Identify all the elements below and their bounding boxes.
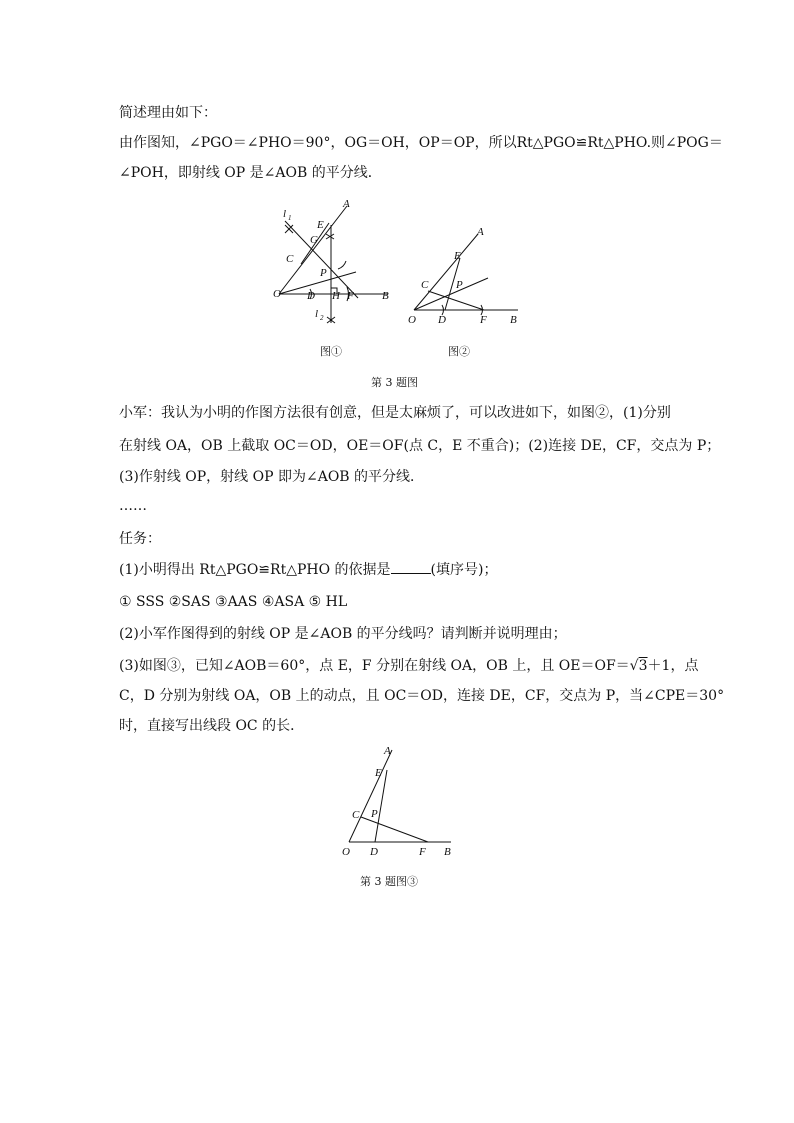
label-p-1: P [320,267,327,279]
label-c-2: C [421,279,429,291]
figure-3 [335,745,465,865]
label-l2-sub: 2 [320,314,324,322]
caption-figure-3: 第 3 题图③ [360,875,418,888]
label-c-1: C [286,253,294,265]
segment-de-3 [375,770,387,842]
text-line-4: 小军：我认为小明的作图方法很有创意，但是太麻烦了，可以改进如下，如图②，(1)分别 [119,405,671,421]
ray-oa-2 [414,234,478,310]
label-f-3: F [419,846,426,858]
line-l1 [285,221,358,298]
label-b-2: B [510,314,517,326]
text-line-3: ∠POH，即射线 OP 是∠AOB 的平分线． [119,165,382,181]
label-e-2: E [454,250,461,262]
label-a-2: A [477,226,484,238]
label-p-3: P [371,808,378,820]
label-d-1: D [307,290,315,302]
text-line-8: 任务： [119,531,161,547]
label-o-2: O [408,314,416,326]
label-f-1: F [347,290,354,302]
question-1-tail: (填序号)； [430,562,498,578]
sqrt-radicand: 3 [638,658,648,674]
label-g-1: G [310,234,318,246]
text-line-10: ① SSS ②SAS ③AAS ④ASA ⑤ HL [119,594,348,610]
caption-figure-2: 图② [448,345,470,358]
label-o-1: O [273,288,281,300]
label-b-1: B [382,290,389,302]
arc-p [338,261,346,269]
question-3-text: (3)如图③，已知∠AOB＝60°，点 E，F 分别在射线 OA，OB 上，且 OE＝OF＝√ [119,658,639,674]
segment-cf-3 [361,817,428,842]
label-d-2: D [438,314,446,326]
label-f-2: F [480,314,487,326]
text-line-1: 简述理由如下： [119,105,217,121]
text-line-5: 在射线 OA，OB 上截取 OC＝OD，OE＝OF(点 C，E 不重合)；(2)连接 DE，CF，交点为 P； [119,438,721,454]
label-h-1: H [332,290,340,302]
caption-figure-group: 第 3 题图 [371,376,418,389]
label-l1: l [283,208,287,220]
label-c-3: C [352,809,360,821]
text-line-14: 时，直接写出线段 OC 的长． [119,718,305,734]
label-a-1: A [343,198,350,210]
text-line-7: …… [119,498,147,514]
label-o-3: O [342,846,350,858]
figure-2 [405,225,525,335]
label-l2: l [315,308,319,320]
label-a-3: A [384,745,391,757]
question-1-text: (1)小明得出 Rt△PGO≌Rt△PHO 的依据是 [119,562,391,578]
text-line-12 [119,656,698,676]
label-b-3: B [444,846,451,858]
text-line-11: (2)小军作图得到的射线 OP 是∠AOB 的平分线吗？请判断并说明理由； [119,626,567,642]
label-d-3: D [370,846,378,858]
text-line-9 [119,560,497,580]
text-line-6: (3)作射线 OP，射线 OP 即为∠AOB 的平分线． [119,469,425,485]
figure-1 [265,195,405,345]
caption-figure-1: 图① [320,345,342,358]
answer-blank [391,561,431,574]
text-line-13: C，D 分别为射线 OA，OB 上的动点，且 OC＝OD，连接 DE，CF，交点为 P，当∠CPE＝30° [119,688,725,704]
label-e-3: E [375,767,382,779]
question-3-tail: ＋1，点 [647,658,699,674]
label-l1-sub: 1 [288,214,292,222]
label-p-2: P [456,279,463,291]
ray-oa-3 [349,750,392,842]
label-e-1: E [317,219,324,231]
text-line-2: 由作图知，∠PGO＝∠PHO＝90°，OG＝OH，OP＝OP，所以Rt△PGO≌Rt△PHO.则∠POG＝ [119,135,723,151]
